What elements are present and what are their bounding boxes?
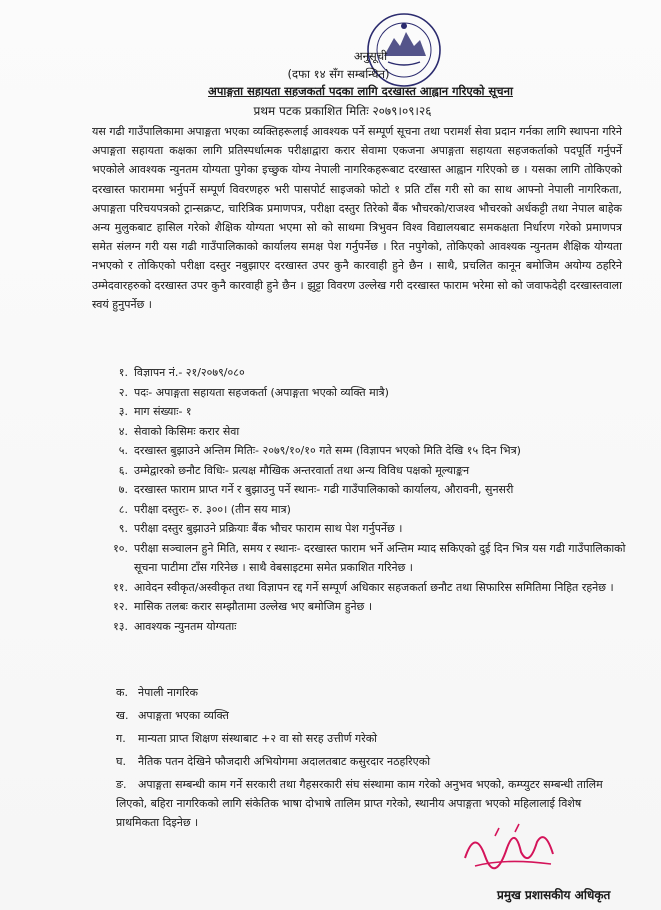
qualification-text: अपाङ्गता सम्बन्धी काम गर्ने सरकारी तथा गैहसरकारी संघ संस्थामा काम गरेको अनुभव भएको, कम्प्युटर सम्बन्धी तालिम लिएको, बहिरा नागरिकको लागि संकेतिक भाषा दोभाषे तालिम प्राप्त गरेको, स्थानीय अपाङ्गता भएको महिलालाई विशेष प्राथमिकता दिइनेछ ।: [116, 778, 603, 829]
list-item: [96, 500, 626, 520]
list-item: [96, 578, 626, 598]
item-number: ८.: [118, 502, 128, 516]
item-text: विज्ञापन नं.- २१/२०७९/०८०: [134, 366, 245, 379]
item-text: माग संख्याः- १: [134, 405, 192, 418]
list-item: [96, 597, 626, 617]
item-number: १२.: [113, 600, 128, 613]
list-item: [96, 402, 626, 422]
list-item: [96, 422, 626, 442]
notice-paragraph: यस गढी गाउँपालिकामा अपाङ्गता भएका व्यक्तिहरूलाई आवश्यक पर्ने सम्पूर्ण सूचना तथा परामर्श सेवा प्रदान गर्नका लागि स्थापना गरिने अपाङ्गता सहायता कक्षका लागि प्रतिस्पर्धात्मक परीक्षाद्वारा करार सेवामा एकजना अपाङ्गता सहायता सहजकर्ताको पदपूर्ति गर्नुपर्ने भएकोले आवश्यक न्युनतम योग्यता पुगेका इच्छुक योग्य नेपाली नागरिकहरूबाट दरखास्त आह्वान गरिएको छ । यसका लागि तोकिएको दरखास्त फाराममा भर्नुपर्ने सम्पूर्ण विवरणहरु भरी पासपोर्ट साइजको फोटो १ प्रति टाँस गरी सो का साथ आफ्नो नेपाली नागरिकता, अपाङ्गता परिचयपत्रको ट्रान्सक्रप्ट, चारित्रिक प्रमाणपत्र, परीक्षा दस्तुर तिरेको बैंक भौचरको/राजश्व भौचरको अर्धकट्टी तथा नेपाल बाहेक अन्य मुलुकबाट हासिल गरेको शैक्षिक योग्यता भएमा सो को साथमा त्रिभुवन विश्व विद्यालयबाट समकक्षता निर्धारण गरेको प्रमाणपत्र समेत संलग्न गरी यस गढी गाउँपालिकाको कार्यालय समक्ष पेश गर्नुपर्नेछ । रित नपुगेको, तोकिएको आवश्यक न्युनतम शैक्षिक योग्यता नभएको र तोकिएको परीक्षा दस्तुर नबुझाएर दरखास्त उपर कुनै कारवाही हुने छैन । साथै, प्रचलित कानून बमोजिम अयोग्य ठहरिने उम्मेदवारहरुको दरखास्त उपर कुनै कारवाही हुने छैन । झुट्टा विवरण उल्लेख गरी दरखास्त फाराम भरेमा सो को जवाफदेही दरखास्तवाला स्वयं हुनुपर्नेछ ।: [92, 125, 622, 311]
item-text: परीक्षा दस्तुर बुझाउने प्रक्रियाः बैंक भौचर फाराम साथ पेश गर्नुपर्नेछ ।: [134, 522, 403, 535]
item-text: पदः- अपाङ्गता सहायता सहजकर्ता (अपाङ्गता भएको व्यक्ति मात्रै): [134, 385, 389, 399]
item-number: १३.: [113, 619, 128, 633]
item-text: परीक्षा दस्तुरः- रु. ३००। (तीन सय मात्र): [134, 502, 291, 516]
item-number: ३.: [118, 405, 128, 418]
item-text: उम्मेद्वारको छनौट विधिः- प्रत्यक्ष मौखिक अन्तरवार्ता तथा अन्य विविध पक्षको मूल्याङ्कन: [134, 463, 470, 477]
item-number: ४.: [118, 424, 128, 438]
qualification-text: नेपाली नागरिक: [138, 686, 198, 699]
list-item: [96, 617, 626, 637]
qualification-label: घ.: [116, 755, 126, 768]
item-number: ७.: [118, 483, 128, 496]
qualification-item: [116, 752, 626, 771]
list-item: [96, 539, 626, 578]
item-text: आवश्यक न्युनतम योग्यताः: [134, 619, 237, 633]
item-number: २.: [118, 385, 128, 399]
list-item: [96, 461, 626, 481]
qualification-text: अपाङ्गता भएका व्यक्ति: [138, 709, 229, 722]
item-text: दरखास्त फाराम प्राप्त गर्ने र बुझाउनु पर्ने स्थानः- गढी गाउँपालिकाको कार्यालय, औरावनी, सुनसरी: [134, 483, 514, 496]
item-number: ११.: [113, 580, 128, 594]
list-item: [96, 519, 626, 539]
item-number: ९.: [118, 522, 128, 535]
qualification-text: मान्यता प्राप्त शिक्षण संस्थाबाट +२ वा सो सरह उत्तीर्ण गरेको: [138, 732, 378, 745]
qualification-item: [116, 729, 626, 748]
item-number: १०.: [113, 541, 128, 555]
list-item: [96, 441, 626, 461]
signature-icon: [455, 818, 565, 878]
qualification-label: ख.: [116, 709, 129, 722]
item-number: ५.: [118, 444, 128, 457]
item-text: आवेदन स्वीकृत/अस्वीकृत तथा विज्ञापन रद्द गर्ने सम्पूर्ण अधिकार सहजकर्ता छनौट तथा सिफारिस समितिमा निहित रहनेछ ।: [134, 580, 614, 594]
list-item: [96, 363, 626, 383]
annex-label: अनुसूची: [353, 49, 388, 63]
list-item: [96, 383, 626, 403]
qualification-item: [116, 683, 626, 702]
item-number: ६.: [118, 463, 128, 477]
qualification-label: ङ.: [116, 778, 127, 791]
list-item: [96, 480, 626, 500]
item-text: सेवाको किसिमः करार सेवा: [134, 424, 240, 438]
officer-title: प्रमुख प्रशासकीय अधिकृत: [497, 888, 611, 902]
qualification-item: [116, 706, 626, 725]
notice-title: अपाङ्गता सहायता सहजकर्ता पदका लागि दरखास्त आह्वान गरिएको सूचना: [208, 84, 513, 98]
item-text: परीक्षा सञ्चालन हुने मिति, समय र स्थानः- दरखास्त फाराम भर्ने अन्तिम म्याद सकिएको दुई दिन भित्र यस गढी गाउँपालिकाको सूचना पाटीमा टाँस गरिनेछ । साथै वेबसाइटमा समेत प्रकाशित गरिनेछ ।: [134, 541, 626, 574]
qualification-text: नैतिक पतन देखिने फौजदारी अभियोगमा अदालतबाट कसुरदार नठहरिएको: [138, 755, 431, 768]
publish-date: प्रथम पटक प्रकाशित मितिः २०७९।०९।२६: [253, 104, 432, 118]
section-reference: (दफा १४ सँग सम्बन्धित): [287, 67, 390, 81]
item-text: मासिक तलबः करार सम्झौतामा उल्लेख भए बमोजिम हुनेछ ।: [134, 600, 373, 613]
notice-items-list: [96, 363, 626, 636]
qualification-label: ग.: [116, 732, 126, 745]
qualification-label: क.: [116, 686, 128, 699]
item-text: दरखास्त बुझाउने अन्तिम मितिः- २०७९/१०/१० गते सम्म (विज्ञापन भएको मिति देखि १५ दिन भित्र): [134, 444, 521, 457]
item-number: १.: [118, 366, 128, 379]
